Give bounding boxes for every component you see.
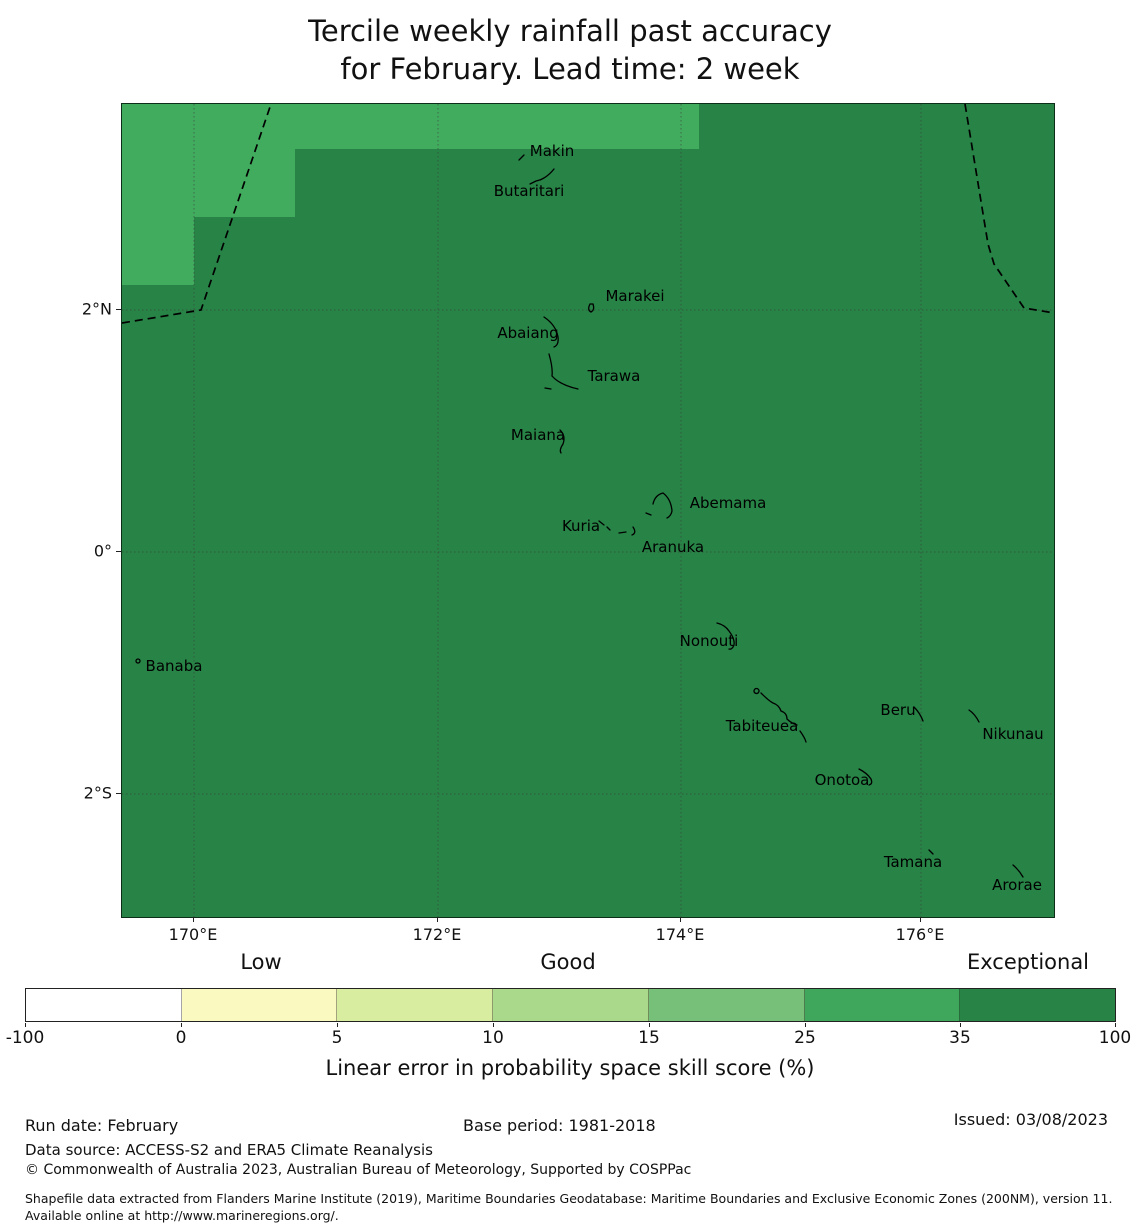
footer-run-date: Run date: February <box>25 1116 179 1135</box>
ytick-mark <box>116 551 121 552</box>
colorbar-segment-5 <box>649 989 805 1021</box>
island-label-tabiteuea: Tabiteuea <box>725 717 799 735</box>
cbar-tick-mark <box>1115 1023 1116 1027</box>
xtick-mark <box>920 917 921 922</box>
xtick-mark <box>193 917 194 922</box>
chart-title-line1: Tercile weekly rainfall past accuracy <box>308 14 832 48</box>
colorbar <box>25 988 1116 1022</box>
cbar-tick-mark <box>337 1023 338 1027</box>
colorbar-caption-exceptional: Exceptional <box>966 950 1090 974</box>
ytick-2n: 2°N <box>81 299 112 319</box>
island-label-nikunau: Nikunau <box>982 725 1044 743</box>
colorbar-caption-low: Low <box>240 950 282 974</box>
colorbar-segment-3 <box>337 989 493 1021</box>
colorbar-segment-1 <box>26 989 182 1021</box>
cbar-tick-mark <box>25 1023 26 1027</box>
cbar-ticklabel-25: 25 <box>794 1028 816 1048</box>
island-label-kuria: Kuria <box>561 517 601 535</box>
island-aranuka <box>619 527 635 535</box>
map-panel <box>121 103 1055 918</box>
island-label-nonouti: Nonouti <box>679 632 739 650</box>
cbar-ticklabel-0: 0 <box>175 1028 187 1048</box>
footer-issued: Issued: 03/08/2023 <box>953 1110 1108 1129</box>
cbar-ticklabel-10: 10 <box>482 1028 504 1048</box>
island-abemama <box>646 493 672 518</box>
xtick-174e: 174°E <box>655 925 705 944</box>
mid-skill-region <box>122 104 699 285</box>
xtick-176e: 176°E <box>895 925 945 944</box>
chart-title <box>0 12 1140 88</box>
cbar-tick-mark <box>805 1023 806 1027</box>
xtick-mark <box>437 917 438 922</box>
cbar-tick-mark <box>181 1023 182 1027</box>
cbar-tick-mark <box>960 1023 961 1027</box>
island-label-arorae: Arorae <box>992 876 1042 894</box>
footer-shapefile-note: Shapefile data extracted from Flanders Marine Institute (2019), Maritime Boundaries Geodatabase: Maritime Boundaries and Exclusive Economic Zones (200NM), version 11. Available online at http://www.marineregions.org/. <box>25 1191 1113 1223</box>
gridlines <box>122 104 1054 917</box>
colorbar-segment-4 <box>493 989 649 1021</box>
ytick-0: 0° <box>93 541 112 561</box>
colorbar-segment-7 <box>960 989 1115 1021</box>
colorbar-segment-2 <box>182 989 338 1021</box>
cbar-ticklabel-15: 15 <box>638 1028 660 1048</box>
chart-title-line2: for February. Lead time: 2 week <box>340 52 800 86</box>
footer-copyright: © Commonwealth of Australia 2023, Australian Bureau of Meteorology, Supported by COSPPac <box>25 1162 692 1178</box>
island-label-onotoa: Onotoa <box>814 771 870 789</box>
island-label-makin: Makin <box>529 142 575 160</box>
cbar-ticklabel-5: 5 <box>331 1028 343 1048</box>
island-label-butaritari: Butaritari <box>493 182 565 200</box>
island-makin <box>519 155 524 160</box>
cbar-ticklabel-35: 35 <box>949 1028 971 1048</box>
ytick-mark <box>116 793 121 794</box>
map-overlay <box>122 104 1054 917</box>
xtick-170e: 170°E <box>168 925 218 944</box>
cbar-tick-mark <box>493 1023 494 1027</box>
island-banaba <box>136 659 140 663</box>
cbar-ticklabel-m100: -100 <box>5 1028 45 1048</box>
xtick-172e: 172°E <box>412 925 462 944</box>
island-label-beru: Beru <box>880 701 916 719</box>
island-label-tamana: Tamana <box>883 853 943 871</box>
island-label-aranuka: Aranuka <box>641 538 705 556</box>
island-kuria <box>599 521 610 530</box>
cbar-tick-mark <box>649 1023 650 1027</box>
colorbar-segment-6 <box>805 989 961 1021</box>
island-label-banaba: Banaba <box>145 657 203 675</box>
colorbar-axis-label: Linear error in probability space skill score (%) <box>325 1056 815 1080</box>
island-label-abaiang: Abaiang <box>497 324 559 342</box>
footer-data-source: Data source: ACCESS-S2 and ERA5 Climate Reanalysis <box>25 1141 433 1159</box>
colorbar-caption-good: Good <box>540 950 596 974</box>
island-shapes <box>136 155 1023 877</box>
xtick-mark <box>680 917 681 922</box>
island-label-maiana: Maiana <box>510 426 566 444</box>
island-label-marakei: Marakei <box>605 287 665 305</box>
island-nikunau <box>969 710 979 722</box>
ytick-2s: 2°S <box>83 783 112 803</box>
island-label-tarawa: Tarawa <box>587 367 641 385</box>
ytick-mark <box>116 309 121 310</box>
island-label-abemama: Abemama <box>689 494 767 512</box>
cbar-ticklabel-100: 100 <box>1098 1028 1132 1048</box>
footer-base-period: Base period: 1981-2018 <box>463 1116 656 1135</box>
island-marakei <box>589 304 594 312</box>
island-tarawa <box>545 354 578 389</box>
